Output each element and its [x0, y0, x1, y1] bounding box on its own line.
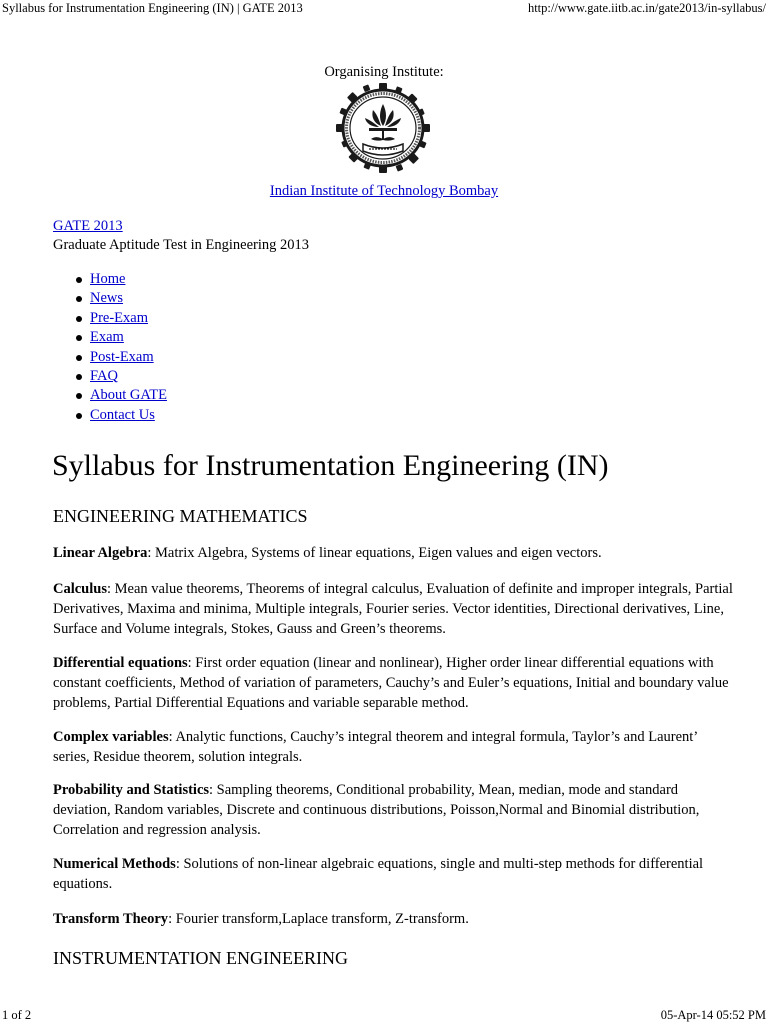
section-heading-engineering-mathematics: ENGINEERING MATHEMATICS: [53, 506, 308, 526]
topic-text: : Fourier transform,Laplace transform, Z-transform.: [168, 911, 469, 927]
nav-link-post-exam[interactable]: Post-Exam: [90, 348, 154, 365]
topic-complex-variables: [53, 728, 733, 768]
nav-link-contact-us[interactable]: Contact Us: [90, 406, 155, 423]
topic-text: : Sampling theorems, Conditional probability, Mean, median, mode and standard deviation, Random variables, Discrete and continuous distributions, Poisson,Normal and Binomial distribution, Correlation and regression analysis.: [53, 782, 700, 838]
institute-link[interactable]: Indian Institute of Technology Bombay: [269, 183, 499, 199]
topic-probability-and-statistics: [53, 781, 733, 840]
nav-item-pre-exam: [53, 309, 167, 328]
main-nav: [53, 270, 167, 425]
topic-text: : First order equation (linear and nonlinear), Higher order linear differential equations with constant coefficients, Method of variation of parameters, Cauchy’s and Euler’s equations, Initial and boundary value problems, Partial Differential Equations and variable separable method.: [53, 655, 729, 711]
topic-name: Numerical Methods: [53, 856, 176, 872]
topic-text: : Matrix Algebra, Systems of linear equations, Eigen values and eigen vectors.: [147, 545, 602, 561]
nav-item-contact-us: [53, 406, 167, 425]
site-subtitle: Graduate Aptitude Test in Engineering 2013: [53, 237, 310, 253]
print-header-url: http://www.gate.iitb.ac.in/gate2013/in-syllabus/: [527, 1, 766, 15]
nav-item-post-exam: [53, 348, 167, 367]
bullet-icon: [76, 374, 82, 380]
bullet-icon: [76, 335, 82, 341]
topic-calculus: [53, 580, 733, 639]
topic-text: : Mean value theorems, Theorems of integral calculus, Evaluation of definite and improper integrals, Partial Derivatives, Maxima and minima, Multiple integrals, Fourier series. Vector identities, Directional derivatives, Line, Surface and Volume integrals, Stokes, Gauss and Green’s theorems.: [53, 581, 733, 637]
nav-link-faq[interactable]: FAQ: [90, 367, 118, 384]
topic-name: Complex variables: [53, 729, 169, 745]
organising-institute-label: Organising Institute:: [324, 64, 444, 80]
topic-name: Differential equations: [53, 655, 188, 671]
iit-bombay-emblem-icon: [333, 82, 433, 174]
page-title: Syllabus for Instrumentation Engineering (IN): [52, 449, 609, 482]
topic-transform-theory: [53, 910, 733, 930]
section-heading-instrumentation-engineering: INSTRUMENTATION ENGINEERING: [53, 948, 349, 968]
bullet-icon: [76, 393, 82, 399]
bullet-icon: [76, 355, 82, 361]
nav-item-home: [53, 270, 167, 289]
bullet-icon: [76, 296, 82, 302]
bullet-icon: [76, 413, 82, 419]
nav-link-about-gate[interactable]: About GATE: [90, 387, 167, 404]
topic-name: Linear Algebra: [53, 545, 148, 561]
topic-name: Transform Theory: [53, 911, 169, 927]
site-title: [53, 217, 123, 235]
nav-link-exam[interactable]: Exam: [90, 329, 124, 346]
bullet-icon: [76, 277, 82, 283]
nav-item-faq: [53, 367, 167, 386]
topic-name: Calculus: [53, 581, 107, 597]
bullet-icon: [76, 316, 82, 322]
topic-linear-algebra: [53, 544, 733, 564]
nav-item-exam: [53, 328, 167, 347]
topic-text: : Solutions of non-linear algebraic equations, single and multi-step methods for differential equations.: [53, 856, 704, 892]
topic-text: : Analytic functions, Cauchy’s integral theorem and integral formula, Taylor’s and Laurent’ series, Residue theorem, solution integrals.: [53, 729, 698, 765]
nav-item-about-gate: [53, 386, 167, 405]
gate-2013-link[interactable]: GATE 2013: [53, 218, 123, 234]
institute-link-container: [0, 182, 768, 200]
nav-link-pre-exam[interactable]: Pre-Exam: [90, 309, 148, 326]
print-header-title: Syllabus for Instrumentation Engineering (IN) | GATE 2013: [2, 1, 303, 15]
topic-numerical-methods: [53, 855, 733, 895]
topic-name: Probability and Statistics: [53, 782, 210, 798]
nav-link-news[interactable]: News: [90, 290, 124, 307]
nav-item-news: [53, 289, 167, 308]
print-footer-page: 1 of 2: [2, 1008, 32, 1022]
topic-differential-equations: [53, 654, 733, 713]
nav-link-home[interactable]: Home: [90, 271, 126, 287]
print-footer-timestamp: 05-Apr-14 05:52 PM: [660, 1008, 766, 1022]
